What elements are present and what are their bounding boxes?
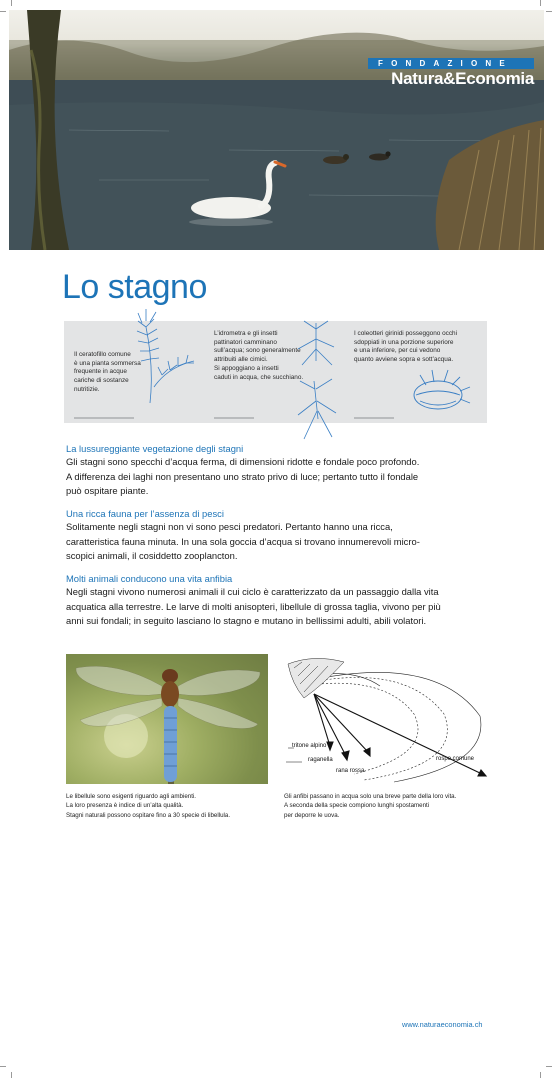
brand-name: Natura&Economia [391, 69, 534, 88]
caption-amphibians [284, 792, 456, 820]
section-body [66, 520, 506, 564]
caption-line: Le libellule sono esigenti riguardo agli ambienti. [66, 793, 197, 800]
crop-mark [546, 11, 552, 12]
caption-dragonfly [66, 792, 230, 820]
info-line: quanto avviene sopra e sott’acqua. [354, 356, 454, 364]
migration-distance-chart [284, 654, 492, 784]
crop-mark [11, 1072, 12, 1078]
info-line: cariche di sostanze [74, 377, 129, 385]
label-tritone: tritone alpino [292, 743, 327, 749]
hero-photo [9, 10, 544, 250]
section-body [66, 455, 506, 499]
info-line: sdoppiati in una porzione superiore [354, 338, 454, 346]
info-line: caduti in acqua, che succhiano. [214, 373, 304, 381]
section-anfibi [66, 573, 506, 629]
crop-mark [11, 0, 12, 6]
page-title: Lo stagno [62, 268, 207, 306]
crop-mark [546, 1066, 552, 1067]
body-line: anni sui fondali; in seguito lasciano lo stagno e mutano in bellissimi adulti, abili volatori. [66, 615, 427, 627]
label-rana: rana rossa [336, 768, 365, 774]
body-line: Negli stagni vivono numerosi animali il cui ciclo è caratterizzato da un passaggio dalla vita [66, 586, 439, 597]
dragonfly-photo [66, 654, 268, 784]
section-fauna [66, 508, 506, 564]
label-raganella: raganella [308, 757, 333, 763]
hornwort-plant-icon [128, 307, 208, 403]
caption-line: per deporre le uova. [284, 811, 340, 819]
info-line: I coleotteri girinidi posseggono occhi [354, 330, 458, 337]
body-line: Gli stagni sono specchi d’acqua ferma, di dimensioni ridotte e fondale poco profondo. [66, 456, 420, 467]
crop-mark [0, 1066, 6, 1067]
body-line: scopici animali, il cosiddetto zooplancton. [66, 550, 238, 562]
info-line: e una inferiore, per cui vedono [354, 347, 441, 355]
section-body [66, 585, 506, 629]
label-rospo: rospo comune [436, 756, 475, 762]
credit-line [214, 417, 254, 419]
pond-scene-illustration [9, 10, 544, 250]
crop-mark [540, 1072, 541, 1078]
info-line: Il ceratofillo comune [74, 351, 131, 358]
section-vegetazione [66, 443, 506, 499]
body-line: caratteristica fauna minuta. In una sola goccia d’acqua si trovano innumerevoli micro- [66, 535, 420, 547]
caption-line: La loro presenza è indice di un’alta qualità. [66, 802, 184, 810]
crop-mark [540, 0, 541, 6]
section-heading: La lussureggiante vegetazione degli stagni [66, 443, 244, 454]
brand-logo [368, 58, 534, 89]
info-line: sull’acqua; sono generalmente [214, 347, 301, 355]
crop-mark [0, 11, 6, 12]
info-text-idrometra [214, 330, 303, 382]
info-line: è una pianta sommersa [74, 359, 141, 367]
section-heading: Molti animali conducono una vita anfibia [66, 573, 233, 584]
info-line: pattinatori camminano [214, 338, 277, 346]
caption-line: Gli anfibi passano in acqua solo una breve parte della loro vita. [284, 793, 457, 800]
section-heading: Una ricca fauna per l’assenza di pesci [66, 508, 224, 519]
body-line: può ospitare piante. [66, 485, 149, 497]
info-line: nutritizie. [74, 385, 100, 393]
info-line: attribuiti alle cimici. [214, 356, 268, 364]
caption-line: A seconda della specie compiono lunghi spostamenti [284, 802, 430, 810]
water-strider-icon [292, 319, 342, 441]
info-text-girinidi [354, 330, 457, 365]
caption-line: Stagni naturali possono ospitare fino a 30 specie di libellula. [66, 811, 231, 819]
whirligig-beetle-icon [408, 365, 474, 421]
website-link[interactable]: www.naturaeconomia.ch [402, 1020, 483, 1029]
amphibian-migration-diagram [284, 654, 492, 784]
dragonfly-illustration [66, 654, 268, 784]
credit-line [74, 417, 134, 419]
body-line: Solitamente negli stagni non vi sono pesci predatori. Pertanto hanno una ricca, [66, 521, 393, 532]
info-line: Si appoggiano a insetti [214, 364, 279, 372]
info-line: frequente in acque [74, 368, 127, 376]
body-line: acquatica alla terrestre. Le larve di molti anisopteri, libellule di grossa taglia, vivono per più [66, 600, 441, 612]
body-line: A differenza dei laghi non presentano uno strato privo di luce; pertanto tutto il fondale [66, 470, 419, 482]
info-box [64, 321, 487, 423]
credit-line [354, 417, 394, 419]
brand-tagline: FONDAZIONE [368, 58, 534, 69]
info-line: L’idrometra e gli insetti [214, 330, 278, 337]
